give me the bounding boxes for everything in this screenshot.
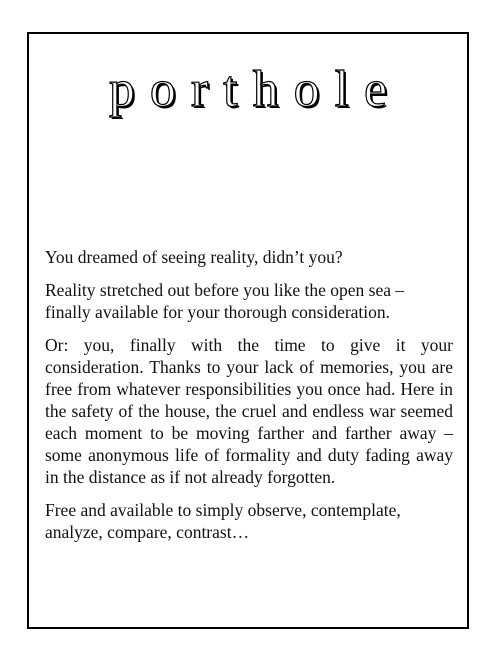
story-paragraph-4: Free and available to simply observe, contemplate, analyze, compare, contrast… bbox=[45, 500, 401, 542]
story-paragraph-1: You dreamed of seeing reality, didn’t you? bbox=[45, 247, 343, 267]
game-title: porthole bbox=[108, 61, 403, 118]
story-text bbox=[45, 246, 453, 554]
story-paragraph-2: Reality stretched out before you like the open sea – finally available for your thorough consideration. bbox=[45, 280, 405, 322]
story-paragraph-3: Or: you, finally with the time to give it your consideration. Thanks to your lack of memories, you are free from whatever responsibilities you once had. Here in the safety of the house, the cruel and endless war seemed each moment to be moving farther and farther away – some anonymous life of formality and duty fading away in the distance as if not already forgotten. bbox=[45, 335, 453, 487]
story-card bbox=[27, 32, 469, 629]
